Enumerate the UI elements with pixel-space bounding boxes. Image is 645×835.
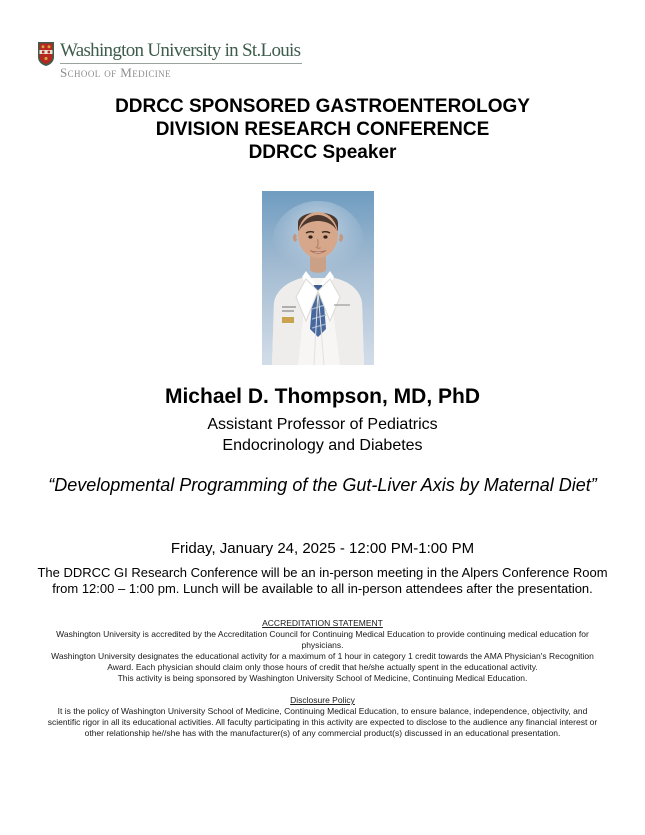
logo-text [60,40,302,80]
washu-shield-icon [37,41,55,67]
disclosure-para-1: It is the policy of Washington University School of Medicine, Continuing Medical Education, to ensure balance, independence, objectivity, and scientific rigor in all its educational activities. All faculty participating in this activity are expected to disclose to the audience any financial interest or other relationship he//she has with the manufacturer(s) of any commercial product(s) discussed in an educational presentation. [47,706,598,738]
speaker-photo [262,191,374,365]
accreditation-para-2: Washington University designates the educational activity for a maximum of 1 hour in category 1 credit towards the AMA Physician's Recognition Award. Each physician should claim only those hours of credit that he/she actually spent in the educational activity. [51,651,594,672]
conference-headline [0,95,645,164]
talk-datetime: Friday, January 24, 2025 - 12:00 PM-1:00 PM [170,540,475,557]
disclosure-section [0,695,645,739]
accreditation-section [0,618,645,684]
logo-divider [60,63,302,64]
university-name: Washington University in St.Louis [60,40,301,61]
headline-line-2: DIVISION RESEARCH CONFERENCE [155,119,490,140]
university-logo [37,40,302,80]
speaker-title-2: Endocrinology and Diabetes [222,437,423,454]
speaker-block [0,384,645,456]
accreditation-para-3: This activity is being sponsored by Washington University School of Medicine, Continuing Medical Education. [117,673,528,683]
accreditation-para-1: Washington University is accredited by the Accreditation Council for Continuing Medical Education to provide continuing medical education for physicians. [56,629,589,650]
school-name: School of Medicine [60,65,171,80]
talk-description: The DDRCC GI Research Conference will be an in-person meeting in the Alpers Conference Room from 12:00 – 1:00 pm. Lunch will be available to all in-person attendees after the presentation. [37,565,608,596]
speaker-name: Michael D. Thompson, MD, PhD [164,385,480,408]
accreditation-heading: ACCREDITATION STATEMENT [262,618,383,628]
disclosure-heading: Disclosure Policy [290,695,355,705]
talk-title: “Developmental Programming of the Gut-Liver Axis by Maternal Diet” [48,475,597,495]
speaker-title-1: Assistant Professor of Pediatrics [207,416,438,433]
headline-line-3: DDRCC Speaker [248,142,397,163]
headline-line-1: DDRCC SPONSORED GASTROENTEROLOGY [115,96,530,117]
